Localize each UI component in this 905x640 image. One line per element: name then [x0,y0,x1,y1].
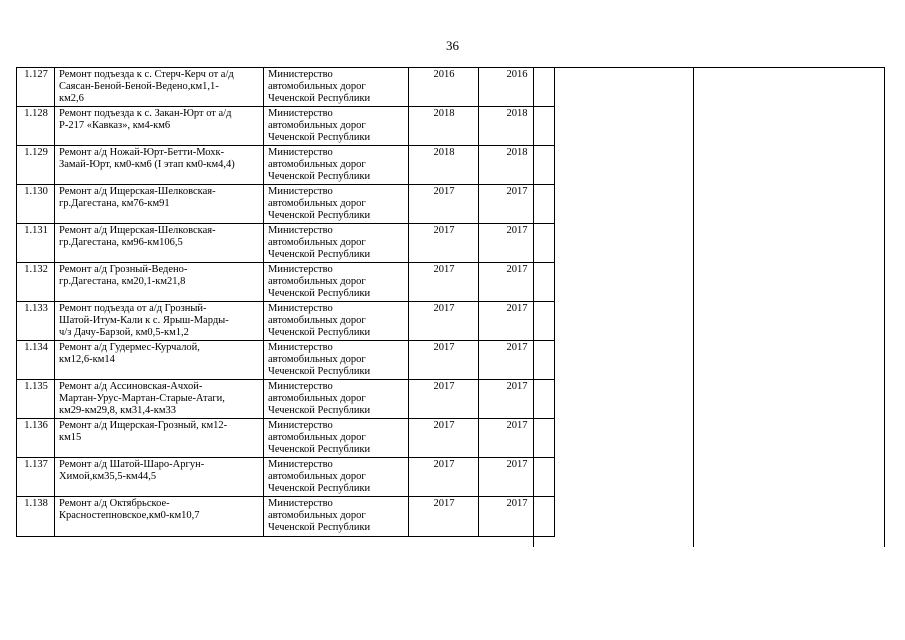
responsible-org-line: автомобильных дорог [268,354,366,365]
responsible-org-line: Министерство [268,69,333,80]
row-number: 1.127 [17,68,55,107]
responsible-org-line: автомобильных дорог [268,198,366,209]
roads-table [16,67,555,537]
responsible-org-line: автомобильных дорог [268,159,366,170]
responsible-org-line: Министерство [268,420,333,431]
work-name-line: ч/з Дачу-Барзой, км0,5-км1,2 [59,327,189,338]
table-row [17,224,555,263]
responsible-org-line: автомобильных дорог [268,510,366,521]
responsible-org-line: автомобильных дорог [268,432,366,443]
start-year: 2017 [409,185,479,224]
table-row [17,302,555,341]
right-column-divider [693,67,694,547]
work-name-line: гр.Дагестана, км76-км91 [59,198,170,209]
table-row [17,146,555,185]
responsible-org [264,458,409,497]
start-year: 2017 [409,341,479,380]
work-name-line: км12,6-км14 [59,354,115,365]
responsible-org-line: Министерство [268,381,333,392]
start-year: 2017 [409,380,479,419]
responsible-org-line: Чеченской Республики [268,483,371,494]
work-name [55,458,264,497]
responsible-org-line: Министерство [268,225,333,236]
row-number: 1.133 [17,302,55,341]
table-row [17,341,555,380]
work-name [55,185,264,224]
table-row [17,185,555,224]
row-number: 1.131 [17,224,55,263]
start-year: 2017 [409,458,479,497]
end-year: 2017 [479,419,555,458]
responsible-org-line: Министерство [268,147,333,158]
end-year: 2017 [479,458,555,497]
responsible-org-line: Министерство [268,342,333,353]
responsible-org-line: автомобильных дорог [268,120,366,131]
start-year: 2018 [409,146,479,185]
work-name-line: Ремонт а/д Октябрьское- [59,498,170,509]
responsible-org [264,107,409,146]
work-name [55,497,264,537]
responsible-org [264,263,409,302]
responsible-org-line: Чеченской Республики [268,444,371,455]
work-name-line: км2,6 [59,93,84,104]
responsible-org [264,380,409,419]
work-name-line: Ремонт подъезда от а/д Грозный- [59,303,207,314]
row-number: 1.129 [17,146,55,185]
responsible-org [264,497,409,537]
start-year: 2017 [409,224,479,263]
start-year: 2018 [409,107,479,146]
responsible-org-line: автомобильных дорог [268,393,366,404]
responsible-org-line: Министерство [268,459,333,470]
end-year: 2017 [479,224,555,263]
responsible-org-line: автомобильных дорог [268,315,366,326]
row-number: 1.134 [17,341,55,380]
right-empty-block [533,67,885,547]
responsible-org-line: Чеченской Республики [268,288,371,299]
row-number: 1.138 [17,497,55,537]
row-number: 1.135 [17,380,55,419]
table-row [17,419,555,458]
responsible-org [264,185,409,224]
responsible-org [264,146,409,185]
work-name-line: Мартан-Урус-Мартан-Старые-Атаги, [59,393,225,404]
row-number: 1.137 [17,458,55,497]
responsible-org-line: автомобильных дорог [268,276,366,287]
end-year: 2017 [479,263,555,302]
responsible-org-line: автомобильных дорог [268,81,366,92]
end-year: 2017 [479,497,555,537]
work-name [55,380,264,419]
work-name [55,107,264,146]
table-row [17,380,555,419]
row-number: 1.128 [17,107,55,146]
work-name-line: Ремонт подъезда к с. Стерч-Керч от а/д [59,69,234,80]
responsible-org-line: Министерство [268,264,333,275]
work-name-line: Ремонт а/д Гудермес-Курчалой, [59,342,200,353]
work-name [55,419,264,458]
responsible-org-line: Чеченской Республики [268,249,371,260]
right-top-border [533,67,885,68]
end-year: 2017 [479,302,555,341]
work-name [55,146,264,185]
responsible-org-line: Чеченской Республики [268,366,371,377]
work-name [55,341,264,380]
end-year: 2018 [479,146,555,185]
work-name-line: Замай-Юрт, км0-км6 (I этап км0-км4,4) [59,159,235,170]
work-name [55,68,264,107]
end-year: 2018 [479,107,555,146]
responsible-org-line: Министерство [268,186,333,197]
table-row [17,68,555,107]
row-number: 1.132 [17,263,55,302]
work-name-line: км29-км29,8, км31,4-км33 [59,405,176,416]
responsible-org [264,302,409,341]
work-name-line: Ремонт а/д Ищерская-Шелковская- [59,186,216,197]
work-name [55,224,264,263]
work-name-line: Ремонт а/д Шатой-Шаро-Аргун- [59,459,205,470]
responsible-org-line: Министерство [268,303,333,314]
responsible-org-line: Чеченской Республики [268,93,371,104]
responsible-org [264,419,409,458]
responsible-org-line: Чеченской Республики [268,132,371,143]
work-name-line: Саясан-Беной-Беной-Ведено,км1,1- [59,81,219,92]
work-name-line: Шатой-Итум-Кали к с. Ярыш-Марды- [59,315,229,326]
responsible-org-line: Министерство [268,498,333,509]
work-name-line: Ремонт а/д Грозный-Ведено- [59,264,188,275]
table-row [17,458,555,497]
responsible-org-line: Чеченской Республики [268,522,371,533]
responsible-org [264,341,409,380]
work-name-line: Ремонт а/д Ассиновская-Ачхой- [59,381,203,392]
table-row [17,107,555,146]
row-number: 1.130 [17,185,55,224]
table-body [17,68,555,537]
work-name-line: гр.Дагестана, км96-км106,5 [59,237,183,248]
responsible-org-line: автомобильных дорог [268,471,366,482]
row-number: 1.136 [17,419,55,458]
work-name-line: Р-217 «Кавказ», км4-км6 [59,120,171,131]
end-year: 2017 [479,185,555,224]
work-name-line: км15 [59,432,82,443]
end-year: 2017 [479,380,555,419]
responsible-org [264,68,409,107]
responsible-org [264,224,409,263]
work-name-line: Ремонт подъезда к с. Закан-Юрт от а/д [59,108,232,119]
start-year: 2017 [409,263,479,302]
end-year: 2016 [479,68,555,107]
work-name-line: Красностепновское,км0-км10,7 [59,510,200,521]
start-year: 2016 [409,68,479,107]
responsible-org-line: Чеченской Республики [268,405,371,416]
table-row [17,497,555,537]
responsible-org-line: Чеченской Республики [268,210,371,221]
responsible-org-line: автомобильных дорог [268,237,366,248]
page-number: 36 [446,38,459,53]
start-year: 2017 [409,419,479,458]
responsible-org-line: Чеченской Республики [268,171,371,182]
responsible-org-line: Чеченской Республики [268,327,371,338]
work-name-line: Химой,км35,5-км44,5 [59,471,157,482]
work-name-line: Ремонт а/д Ножай-Юрт-Бетти-Мохк- [59,147,225,158]
work-name-line: Ремонт а/д Ищерская-Шелковская- [59,225,216,236]
work-name-line: гр.Дагестана, км20,1-км21,8 [59,276,186,287]
end-year: 2017 [479,341,555,380]
work-name [55,263,264,302]
start-year: 2017 [409,497,479,537]
responsible-org-line: Министерство [268,108,333,119]
work-name-line: Ремонт а/д Ищерская-Грозный, км12- [59,420,228,431]
start-year: 2017 [409,302,479,341]
work-name [55,302,264,341]
table-row [17,263,555,302]
